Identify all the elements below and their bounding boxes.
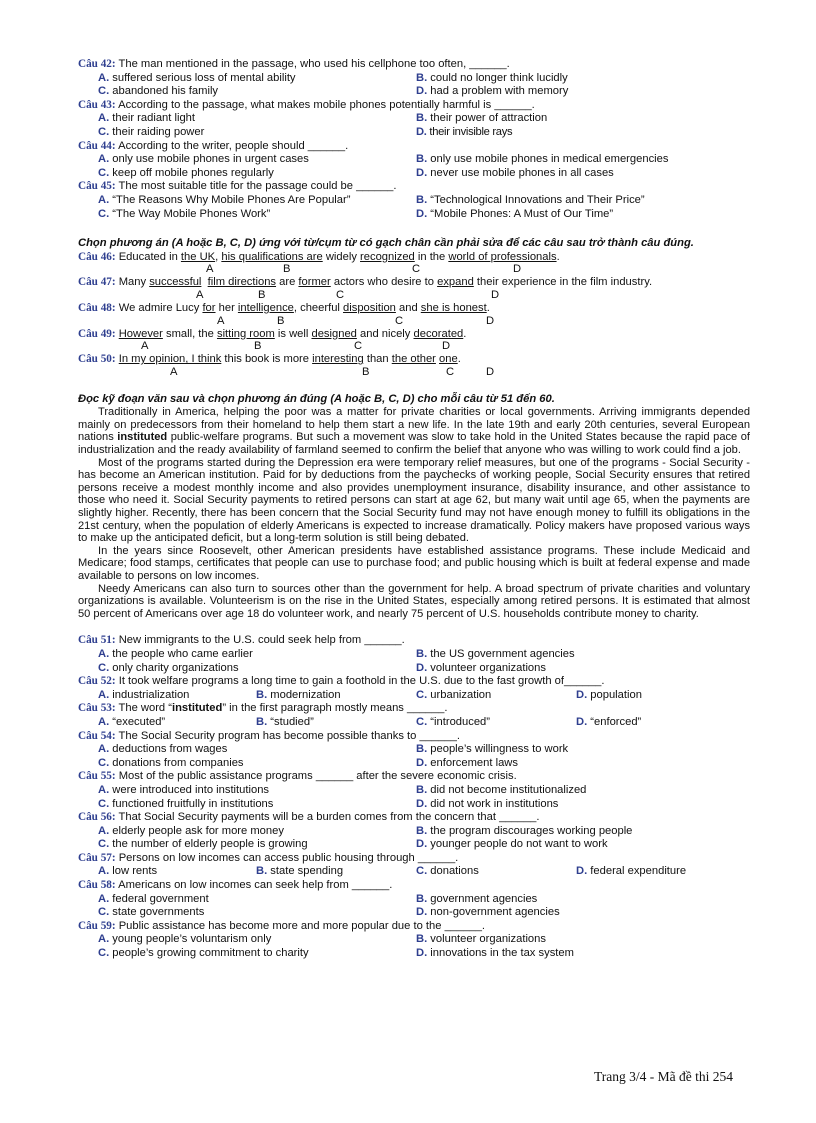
option-d[interactable]: D. volunteer organizations	[416, 661, 546, 674]
option-c[interactable]: C. abandoned his family	[98, 85, 219, 98]
options-56	[78, 825, 750, 839]
options-58b	[78, 906, 750, 920]
option-d[interactable]: D. never use mobile phones in all cases	[416, 166, 614, 179]
option-b[interactable]: B. government agencies	[416, 892, 538, 905]
option-c[interactable]: C. donations from companies	[98, 756, 244, 769]
option-c[interactable]: C. keep off mobile phones regularly	[98, 166, 274, 179]
question-50: Câu 50: In my opinion, I think this book is more interesting than the other one.	[78, 353, 461, 366]
option-d[interactable]: D. “enforced”	[576, 715, 642, 728]
question-57: Câu 57: Persons on low incomes can access public housing through ______.	[78, 851, 459, 864]
labels-49: A B C D	[141, 340, 451, 353]
option-d[interactable]: D. had a problem with memory	[416, 85, 569, 98]
question-44: Câu 44: According to the writer, people should ______.	[78, 139, 349, 152]
labels-50: A B C D	[170, 365, 495, 378]
question-53: Câu 53: The word “instituted” in the first paragraph mostly means ______.	[78, 702, 448, 715]
question-54: Câu 54: The Social Security program has become possible thanks to ______.	[78, 729, 460, 742]
instruction-reading: Đọc kỹ đoạn văn sau và chọn phương án đúng (A hoặc B, C, D) cho mỗi câu từ 51 đến 60.	[78, 392, 555, 405]
option-b[interactable]: B. only use mobile phones in medical emergencies	[416, 153, 669, 166]
options-54	[78, 743, 750, 757]
options-43b	[78, 126, 750, 140]
option-a[interactable]: A. low rents	[98, 865, 158, 878]
options-58	[78, 893, 750, 907]
question-43: Câu 43: According to the passage, what makes mobile phones potentially harmful is ______.	[78, 98, 535, 111]
option-d[interactable]: D. federal expenditure	[576, 865, 687, 878]
question-42: Câu 42: The man mentioned in the passage, who used his cellphone too often, ______.	[78, 58, 510, 70]
options-57	[78, 865, 750, 879]
option-c[interactable]: C. only charity organizations	[98, 661, 239, 674]
options-53	[78, 716, 750, 730]
options-45	[78, 194, 750, 208]
options-52	[78, 689, 750, 703]
question-49: Câu 49: However small, the sitting room is well designed and nicely decorated.	[78, 327, 467, 340]
question-56: Câu 56: That Social Security payments will be a burden comes from the concern that ______.	[78, 811, 540, 824]
option-c[interactable]: C. people’s growing commitment to charity	[98, 947, 309, 960]
question-51: Câu 51: New immigrants to the U.S. could seek help from ______.	[78, 634, 405, 647]
options-56b	[78, 838, 750, 852]
options-59	[78, 933, 750, 947]
option-a[interactable]: A. the people who came earlier	[98, 647, 253, 660]
passage-paragraph-1: Traditionally in America, helping the poor was a matter for private charities or local governments. Arriving immigrants depended mainly on predecessors from their homeland to help them start a new life. In the late 19th and early 20th centuries, several European nations instituted public-welfare programs. But such a movement was slow to take hold in the United States because the rapid pace of industrialization and the ready availability of farmland seemed to confirm the belief that anyone who was willing to work could find a job.	[78, 406, 750, 457]
question-45: Câu 45: The most suitable title for the passage could be ______.	[78, 180, 397, 193]
option-d[interactable]: D. innovations in the tax system	[416, 947, 574, 960]
option-a[interactable]: A. “The Reasons Why Mobile Phones Are Popular”	[98, 193, 351, 206]
option-b[interactable]: B. “studied”	[256, 715, 314, 728]
option-b[interactable]: B. could no longer think lucidly	[416, 71, 568, 84]
option-b[interactable]: B. their power of attraction	[416, 112, 548, 125]
exam-page	[78, 58, 750, 961]
passage-paragraph-4: Needy Americans can also turn to sources other than the government for help. A broad spectrum of private charities and voluntary organizations is available. Volunteerism is on the rise in the United States, especially among retired persons. It is estimated that almost 50 percent of Americans over age 18 do volunteer work, and nearly 75 percent of U.S. households contribute money to charity.	[78, 582, 750, 620]
question-59: Câu 59: Public assistance has become more and more popular due to the ______.	[78, 919, 486, 932]
page-footer: Trang 3/4 - Mã đề thi 254	[594, 1069, 733, 1084]
option-c[interactable]: C. donations	[416, 865, 479, 878]
options-44	[78, 153, 750, 167]
option-b[interactable]: B. people’s willingness to work	[416, 743, 569, 756]
option-a[interactable]: A. “executed”	[98, 715, 166, 728]
option-b[interactable]: B. “Technological Innovations and Their Price”	[416, 193, 645, 206]
option-d[interactable]: D. non-government agencies	[416, 906, 560, 919]
option-b[interactable]: B. the US government agencies	[416, 647, 575, 660]
question-55: Câu 55: Most of the public assistance programs ______ after the severe economic crisis.	[78, 770, 517, 783]
question-47: Câu 47: Many successful film directions are former actors who desire to expand their experience in the film industry.	[78, 276, 653, 289]
option-c[interactable]: C. urbanization	[416, 688, 492, 701]
option-a[interactable]: A. suffered serious loss of mental ability	[98, 71, 296, 84]
option-d[interactable]: D. their invisible rays	[416, 125, 513, 138]
option-a[interactable]: A. elderly people ask for more money	[98, 824, 284, 837]
option-c[interactable]: C. functioned fruitfully in institutions	[98, 797, 274, 810]
instruction-error-identification: Chọn phương án (A hoặc B, C, D) ứng với từ/cụm từ có gạch chân cần phải sửa để các câu sau trở thành câu đúng.	[78, 237, 694, 250]
option-b[interactable]: B. volunteer organizations	[416, 933, 546, 946]
option-d[interactable]: D. enforcement laws	[416, 756, 518, 769]
option-d[interactable]: D. population	[576, 688, 642, 701]
question-58: Câu 58: Americans on low incomes can seek help from ______.	[78, 879, 393, 892]
question-46: Câu 46: Educated in the UK, his qualifications are widely recognized in the world of professionals.	[78, 250, 560, 263]
option-a[interactable]: A. deductions from wages	[98, 743, 228, 756]
passage-paragraph-2: Most of the programs started during the Depression era were temporary relief measures, but one of the programs - Social Security - has become an American institution. Paid for by deductions from the paychecks of working people, Social Security ensures that retired persons receive a modest monthly income and also provides unemployment insurance, disability insurance, and other assistance to those who need it. Social Security payments to retired persons can start at age 62, but many wait until age 65, when the payments are slightly higher. Recently, there has been concern that the Social Security fund may not have enough money to fulfill its obligations in the 21st century, when the population of elderly Americans is expected to increase dramatically. Policy makers have proposed various ways to make up the anticipated deficit, but a long-term solution is still being debated.	[78, 456, 750, 545]
option-c[interactable]: C. “The Way Mobile Phones Work”	[98, 207, 271, 220]
option-c[interactable]: C. state governments	[98, 906, 205, 919]
options-42	[78, 72, 750, 86]
option-a[interactable]: A. were introduced into institutions	[98, 783, 270, 796]
option-a[interactable]: A. federal government	[98, 892, 209, 905]
option-c[interactable]: C. the number of elderly people is growing	[98, 838, 308, 851]
options-55	[78, 784, 750, 798]
option-b[interactable]: B. did not become institutionalized	[416, 783, 587, 796]
option-b[interactable]: B. modernization	[256, 688, 341, 701]
question-52: Câu 52: It took welfare programs a long time to gain a foothold in the U.S. due to the fast growth of______.	[78, 675, 605, 688]
option-b[interactable]: B. the program discourages working people	[416, 824, 633, 837]
options-45b	[78, 208, 750, 222]
option-c[interactable]: C. “introduced”	[416, 715, 490, 728]
option-a[interactable]: A. only use mobile phones in urgent cases	[98, 153, 309, 166]
option-d[interactable]: D. younger people do not want to work	[416, 838, 608, 851]
options-59b	[78, 947, 750, 961]
options-43	[78, 112, 750, 126]
question-48: Câu 48: We admire Lucy for her intelligence, cheerful disposition and she is honest.	[78, 301, 490, 314]
option-d[interactable]: D. did not work in institutions	[416, 797, 559, 810]
option-b[interactable]: B. state spending	[256, 865, 344, 878]
option-a[interactable]: A. their radiant light	[98, 112, 196, 125]
options-54b	[78, 757, 750, 771]
option-c[interactable]: C. their raiding power	[98, 125, 205, 138]
option-a[interactable]: A. young people’s voluntarism only	[98, 933, 272, 946]
labels-46: A B C D	[206, 263, 522, 276]
options-44b	[78, 167, 750, 181]
options-51b	[78, 662, 750, 676]
options-55b	[78, 798, 750, 812]
passage-paragraph-3: In the years since Roosevelt, other American presidents have established assistance programs. These include Medicaid and Medicare; food stamps, certificates that people can use to purchase food; and public housing which is built at federal expense and made available to persons on low incomes.	[78, 544, 750, 582]
options-51	[78, 648, 750, 662]
labels-47: A B C D	[196, 288, 500, 301]
option-d[interactable]: D. “Mobile Phones: A Must of Our Time”	[416, 207, 614, 220]
option-a[interactable]: A. industrialization	[98, 688, 190, 701]
labels-48: A B C D	[217, 314, 495, 327]
options-42b	[78, 85, 750, 99]
